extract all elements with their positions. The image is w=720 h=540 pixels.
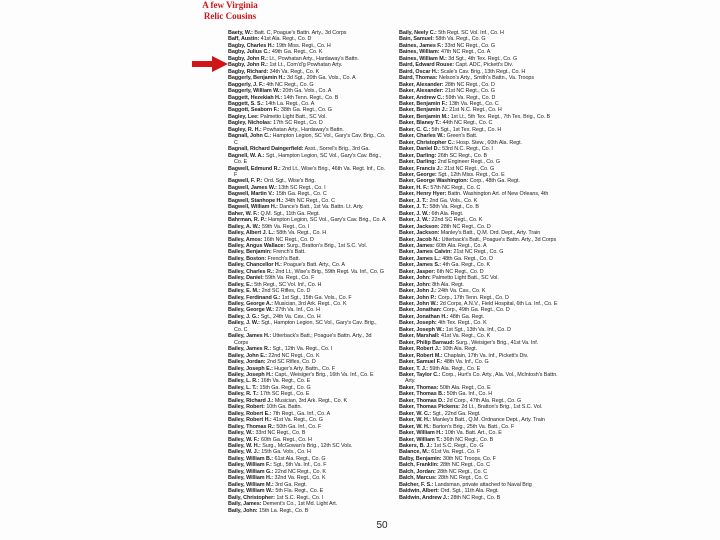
entry-name: Baker, C. C.: bbox=[399, 126, 431, 133]
roster-entry: Baker, J. W.: 6th Ala. Regt. bbox=[399, 210, 464, 217]
entry-name: Bagwell, Edmund R.: bbox=[228, 165, 281, 172]
handwritten-annotation bbox=[190, 0, 270, 22]
roster-entry: Baker, W. C.: Sgt., 22nd Ga. Regt. bbox=[399, 410, 481, 417]
entry-name: Baher, W. F.: bbox=[228, 210, 260, 217]
entry-name: Baker, Daniel D.: bbox=[399, 146, 441, 153]
roster-entry: Bailey, Thomas R.: 50th Ga. Inf., Co. F bbox=[228, 423, 322, 430]
entry-name: Bagley, Lee: bbox=[228, 113, 259, 120]
roster-entry: Bailey, Albert J. L.: 58th Va. Regt., Co. H bbox=[228, 230, 327, 237]
roster-entry: Baker, Francis J.: 21st NC Regt., Co. G bbox=[399, 165, 495, 172]
entry-name: Baker, Samuel F.: bbox=[399, 359, 443, 366]
roster-entry: Bagby, Richard: 34th Va. Regt., Co. K bbox=[228, 68, 320, 75]
roster-entry: Bailey, R. T.: 17th SC Regt., Co. E bbox=[228, 391, 310, 398]
roster-entry: Baker, Thomas B.: 50th Ga. Inf., Co. H bbox=[399, 391, 493, 398]
roster-entry: Baird, Oscar H.: Scale's Cav. Brig., 13th Regt., Co. H bbox=[399, 68, 526, 75]
roster-entry: Baker, W. H.: Barton's Brig., 25th Va. Batt., Co. F bbox=[399, 423, 515, 430]
roster-entry: Baker, Darling: 26th SC Regt., Co. B bbox=[399, 152, 488, 159]
roster-entry: Bagwell, F. P.: Ord. Sgt., Wise's Brig. bbox=[228, 178, 316, 185]
entry-name: Baker, Robert M.: bbox=[399, 352, 443, 359]
entry-name: Bailey, Richard J.: bbox=[228, 397, 274, 404]
entry-name: Baker, Jacob N.: bbox=[399, 236, 441, 243]
entry-name: Baker, William H.: bbox=[399, 430, 444, 437]
entry-name: Bagby, John R.: bbox=[228, 55, 268, 62]
entry-name: Bailey, William H.: bbox=[228, 475, 274, 482]
entry-name: Baily, Christopher: bbox=[228, 494, 275, 501]
entry-name: Baker, Darling: bbox=[399, 159, 437, 166]
entry-name: Baily, James: bbox=[228, 501, 262, 508]
entry-name: Baker, Andrew C.: bbox=[399, 94, 445, 101]
entry-name: Bailey, W. F.: bbox=[228, 436, 260, 443]
entry-name: Baff, Austin: bbox=[228, 36, 260, 43]
entry-name: Baker, Benjamin F.: bbox=[399, 100, 448, 107]
roster-entry: Baker, James: 60th Ala. Regt., Co. A bbox=[399, 242, 487, 249]
entry-name: Baker, Benjamin J.: bbox=[399, 107, 448, 114]
roster-entry: Bagwell, James W.: 13th SC Regt., Co. I bbox=[228, 184, 326, 191]
roster-entry: Baily, John: 15th La. Regt., Co. B bbox=[228, 507, 309, 514]
entry-name: Baker, W. H.: bbox=[399, 417, 432, 424]
entry-name: Bahrman, R. P.: bbox=[228, 217, 267, 224]
roster-entry: Baker, James S.: 4th Ga. Regt., Co. K bbox=[399, 262, 491, 269]
entry-name: Bailey, L. R.: bbox=[228, 378, 260, 385]
roster-entry: Baker, C. C.: 5th Sgt., 1st Tex. Regt., Co. H bbox=[399, 126, 502, 133]
entry-name: Baker, Alexander: bbox=[399, 81, 444, 88]
entry-name: Baker, Blaney T.: bbox=[399, 120, 441, 127]
entry-name: Baker, Joseph: bbox=[399, 320, 437, 327]
roster-entry: Bailey, George A.: Musician, 3rd Ark. Regt., Co. K bbox=[228, 301, 347, 308]
roster-entry: Bailey, Robert H.: 41st Va. Regt., Co. G bbox=[228, 417, 323, 424]
entry-name: Bailey, W. H.: bbox=[228, 443, 261, 449]
roster-entry: Bahrman, R. P.: Hampton Legion, SC Vol., Gary's Cav. Brig., Co. A bbox=[228, 217, 386, 224]
entry-name: Bailey, James R.: bbox=[228, 346, 272, 353]
entry-name: Bailey, William B.: bbox=[228, 455, 274, 462]
roster-entry: Baker, T. J.: 59th Ala. Regt., Co. E bbox=[399, 365, 481, 372]
roster-entry: Baker, George Washington: Corp., 48th Ga. Regt. bbox=[399, 178, 520, 185]
entry-name: Baldwin, Andrew J.: bbox=[399, 494, 450, 501]
roster-entry: Bailey, Charles R.: 2nd Lt., Wise's Brig., 59th Regt. Va. Inf., Co. G bbox=[228, 268, 384, 275]
entry-name: Balch, Marcus: bbox=[399, 475, 437, 482]
roster-entry: Baker, Samuel F.: 48th Va. Inf., Co. G bbox=[399, 359, 489, 366]
roster-entry: Bailey, William H.: 32nd Va. Regt., Co. K bbox=[228, 475, 326, 482]
entry-name: Balby, Benjamin: bbox=[399, 455, 442, 462]
roster-entry: Bailey, James R.: Sgt., 12th Va. Regt., Co. I bbox=[228, 346, 333, 353]
roster-entry: Bailey, Amos: 16th NC Regt., Co. D bbox=[228, 236, 314, 243]
roster-entry: Bagby, Charles H.: 19th Miss. Regt., Co. H bbox=[228, 42, 331, 49]
entry-name: Baird, Edward Rouse: bbox=[399, 62, 455, 69]
roster-entry: Bailey, W. F.: 60th Ga. Regt., Co. H bbox=[228, 436, 312, 443]
entry-name: Bailey, Joseph H.: bbox=[228, 372, 274, 379]
roster-entry: Bailey, Boston: French's Batt. bbox=[228, 255, 300, 262]
entry-name: Baker, J. T.: bbox=[399, 197, 429, 204]
entry-name: Baker, George Washington: bbox=[399, 178, 469, 185]
roster-entry: Bailey, Ferdinand G.: 1st Sgt., 15th Ga. Vols., Co. F bbox=[228, 294, 352, 301]
roster-entry: Baker, John: 8th Ala. Regt. bbox=[399, 281, 464, 288]
roster-entry: Bailey, Robert E.: 7th Regt., Ga. Inf., Co. A bbox=[228, 410, 331, 417]
roster-entry: Baggerly, William W.: 20th Ga. Vols., Co. A bbox=[228, 88, 332, 95]
entry-name: Bagwell, F. P.: bbox=[228, 178, 263, 185]
entry-name: Baker, John: bbox=[399, 281, 431, 288]
entry-name: Baldwin, Albert: bbox=[399, 488, 440, 495]
entry-name: Bailey, William G.: bbox=[228, 468, 274, 475]
roster-entry: Bagwell, Edmund R.: 2nd Lt., Wise's Brig., 46th Va. Regt. Inf., Co. F bbox=[228, 165, 385, 178]
roster-entry: Baker, Jonathan: Corp., 49th Ga. Regt., Co. D bbox=[399, 307, 510, 314]
entry-name: Bailey, Angus Wallace: bbox=[228, 242, 286, 249]
entry-name: Baggerly, William W.: bbox=[228, 88, 282, 95]
roster-entry: Baggerly, Benjamin H.: 3d Sgt., 20th Ga. Vols., Co. A bbox=[228, 75, 356, 82]
roster-entry: Bailey, W.: 33rd NC Regt., Co. B bbox=[228, 430, 306, 437]
roster-entry: Baker, Darling: 2nd Engineer Regt., Co. G bbox=[399, 159, 501, 166]
roster-entry: Bailey, William M.: 3rd Ga. Regt. bbox=[228, 481, 307, 488]
roster-entry: Baker, Benjamin J.: 21st N.C. Regt., Co. H bbox=[399, 107, 502, 114]
roster-entry: Baker, Jasper: 6th NC Regt., Co. D bbox=[399, 268, 484, 275]
entry-name: Baker, William T.: bbox=[399, 436, 443, 443]
roster-entry: Baety, W.: Batt. C, Poague's Battn. Arty., 3d Corps bbox=[228, 30, 347, 36]
roster-entry: Bailey, Daniel: 59th Va. Regt., Co. F bbox=[228, 275, 315, 282]
roster-entry: Bagley, Nicholas: 17th SC Regt., Co. D bbox=[228, 120, 323, 127]
roster-entry: Baggerly, J. F.: 4th NC Regt., Co. G bbox=[228, 81, 314, 88]
roster-entry: Bailey, William W.: 5th Fla. Regt., Co. E bbox=[228, 488, 324, 495]
entry-name: Baines, James F.: bbox=[399, 42, 444, 49]
roster-entry: Baker, William T.: 36th NC Regt., Co. B bbox=[399, 436, 494, 443]
entry-name: Baker, James Calvin: bbox=[399, 249, 452, 256]
entry-name: Bagnell, W. A.: bbox=[228, 152, 265, 159]
entry-name: Baker, James S.: bbox=[399, 262, 442, 269]
entry-name: Bailey, J. G.: bbox=[228, 313, 260, 320]
entry-name: Bagby, Charles H.: bbox=[228, 42, 275, 49]
roster-entry: Baker, Jonathan H.: 48th Ga. Regt. bbox=[399, 313, 485, 320]
roster-entry: Bailey, William B.: 61st Ala. Regt., Co. G bbox=[228, 455, 326, 462]
entry-name: Bailey, George W.: bbox=[228, 307, 275, 314]
roster-entry: Baker, Alexander: 21st NC Regt., Co. G bbox=[399, 88, 495, 95]
roster-entry: Baggett, S. S.: 14th La. Regt., Co. A bbox=[228, 100, 315, 107]
roster-entry: Bagnall, John C.: Hampton Legion, SC Vol., Gary's Cav. Brig., Co. C bbox=[228, 133, 386, 146]
entry-name: Baggott, Seaborn F.: bbox=[228, 107, 280, 114]
roster-entry: Bailey, E. M.: 2nd SC Rifles, Co. D bbox=[228, 288, 311, 295]
entry-name: Baker, Taylor C.: bbox=[399, 372, 441, 379]
entry-name: Bagley, Nicholas: bbox=[228, 120, 272, 127]
roster-entry: Baker, Jacob N.: Utterback's Batt., Poague's Battn. Arty., 3d Corps bbox=[399, 236, 557, 243]
entry-name: Baker, Thomas D.: bbox=[399, 397, 446, 404]
entry-name: Bakers, B. J.: bbox=[399, 443, 433, 449]
entry-name: Bagby, John R.: bbox=[228, 62, 268, 69]
roster-entry: Baker, Taylor C.: Corp., Hurt's Co. Arty., Ala. Vol., McIntosh's Battn. Arty. bbox=[399, 372, 558, 385]
entry-name: Baker, Benjamin M.: bbox=[399, 113, 450, 120]
entry-name: Bain, Samuel: bbox=[399, 36, 434, 43]
roster-entry: Bailey, James H.: Utterback's Batt.; Poague's Battn. Arty., 3d Corps bbox=[228, 333, 372, 346]
roster-entry: Bailey, Joseph H.: Capt., Weisiger's Brig., 16th Va. Inf., Co. E bbox=[228, 372, 374, 379]
roster-entry: Bagby, Julius C.: 49th Ga. Regt., Co. K bbox=[228, 49, 323, 56]
roster-entry: Baker, Alexander: 28th NC Regt., Co. D bbox=[399, 81, 495, 88]
roster-entry: Baker, John W.: 2d Corps, A.N.V., Field Hospital, 6th La. Inf., Co. E bbox=[399, 301, 558, 308]
entry-name: Bailey, L. T.: bbox=[228, 384, 259, 391]
entry-name: Baker, James L.: bbox=[399, 255, 441, 262]
roster-entry: Bailey, J. G.: Sgt., 24th Va. Cav., Co. H bbox=[228, 313, 321, 320]
entry-name: Bailey, Robert H.: bbox=[228, 417, 272, 424]
entry-name: Baker, Henry Hyer: bbox=[399, 191, 447, 198]
roster-entry: Baker, Jackson: 28th NC Regt., Co. D bbox=[399, 223, 491, 230]
entry-name: Baker, T. J.: bbox=[399, 365, 429, 372]
entry-name: Bailey, Robert E.: bbox=[228, 410, 272, 417]
roster-entry: Baily, James: Dement's Co., 1st Md. Light Art. bbox=[228, 501, 338, 508]
roster-entry: Baker, Blaney T.: 44th NC Regt., Co. C bbox=[399, 120, 493, 127]
entry-name: Baker, Jasper: bbox=[399, 268, 436, 275]
roster-entry: Baird, Edward Rouse: Capt. ADC, Pickett's Div. bbox=[399, 62, 513, 69]
entry-name: Baker, James: bbox=[399, 242, 435, 249]
entry-name: Bagley, R. H.: bbox=[228, 126, 262, 133]
entry-name: Baety, W.: bbox=[228, 30, 253, 36]
entry-name: Baker, J. W.: bbox=[399, 217, 431, 224]
roster-entry: Bagley, R. H.: Powhatan Arty., Hardaway's Battn. bbox=[228, 126, 344, 133]
roster-entry: Bailey, Robert: 10th Ga. Battn. bbox=[228, 404, 302, 411]
entry-name: Bailey, R. T.: bbox=[228, 391, 259, 398]
roster-entry: Baker, Joseph W.: 1st Sgt., 13th Va. Inf., Co. D bbox=[399, 326, 511, 333]
roster-entry: Baird, Thomas: Nelson's Arty., Smith's Battn., Va. Troops bbox=[399, 75, 535, 82]
entry-name: Baker, H. F.: bbox=[399, 184, 429, 191]
entry-name: Baker, Christopher C.: bbox=[399, 139, 455, 146]
roster-entry: Baker, J. T.: 58th Va. Regt., Co. B bbox=[399, 204, 479, 211]
entry-name: Baker, Thomas: bbox=[399, 384, 439, 391]
entry-name: Bailey, W.: bbox=[228, 430, 255, 437]
roster-entry: Bailey, Joseph E.: Huger's Arty. Battn., Co. F bbox=[228, 365, 335, 372]
roster-entry: Balcher, F. S.: Landsman, private attached to Naval Brig bbox=[399, 481, 532, 488]
roster-entry: Bailey, W. H.: Surg., McGowan's Brig., 12th SC Vols. bbox=[228, 443, 353, 449]
entry-name: Balance, M.: bbox=[399, 449, 430, 456]
roster-entry: Baher, W. F.: Q.M. Sgt., 11th Ga. Regt. bbox=[228, 210, 320, 217]
entry-name: Baker, Alexander: bbox=[399, 88, 444, 95]
entry-name: Bagnall, John C.: bbox=[228, 133, 272, 140]
roster-entry: Baldwin, Andrew J.: 28th NC Regt., Co. B bbox=[399, 494, 501, 501]
annotation-line-1: A few Virginia bbox=[202, 0, 258, 10]
entry-name: Baily, John: bbox=[228, 507, 258, 514]
roster-entry: Baker, Robert M.: Chaplain, 17th Va. Inf., Pickett's Div. bbox=[399, 352, 529, 359]
roster-entry: Baker, John P.: Corp., 17th Tenn. Regt., Co. D bbox=[399, 294, 509, 301]
roster-entry: Bailey, William G.: 22nd NC Regt., Co. K bbox=[228, 468, 326, 475]
left-column bbox=[228, 30, 386, 514]
roster-entry: Baker, Thomas D.: 2d Corp., 47th Ala. Regt., Co. G bbox=[399, 397, 522, 404]
roster-entry: Bailey, Benjamin: French's Batt. bbox=[228, 249, 306, 256]
roster-entry: Bakers, B. J.: 1st S.C. Regt., Co. G bbox=[399, 443, 484, 449]
roster-entry: Baker, Thomas: 50th Ala. Regt., Co. E bbox=[399, 384, 491, 391]
entry-name: Baily, Neely C.: bbox=[399, 30, 437, 36]
roster-entry: Baker, Robert J.: 10th Ala. Regt. bbox=[399, 346, 478, 353]
roster-entry: Balch, Jordan: 28th NC Regt., Co. C bbox=[399, 468, 488, 475]
entry-name: Bailey, Joseph E.: bbox=[228, 365, 273, 372]
entry-name: Baker, Thomas Pickens: bbox=[399, 404, 460, 411]
entry-name: Bailey, John E.: bbox=[228, 352, 267, 359]
entry-name: Baker, W. H.: bbox=[399, 423, 432, 430]
roster-entry: Baker, Henry Hyer: Battn. Washington Art. of New Orleans, 4th bbox=[399, 191, 549, 198]
roster-entry: Baker, H. F.: 57th NC Regt., Co. C bbox=[399, 184, 481, 191]
entry-name: Baker, Charles W.: bbox=[399, 133, 446, 140]
roster-entry: Bailey, W. J.: 15th Ga. Vols., Co. H bbox=[228, 449, 311, 456]
entry-name: Baker, W. C.: bbox=[399, 410, 432, 417]
entry-name: Baird, Thomas: bbox=[399, 75, 438, 82]
roster-entry: Baff, Austin: 41st Ala. Regt., Co. D bbox=[228, 36, 312, 43]
entry-name: Baker, Francis J.: bbox=[399, 165, 443, 172]
annotation-line-2: Relic Cousins bbox=[203, 11, 257, 21]
roster-entry: Baines, James F.: 33rd NC Regt., Co. G bbox=[399, 42, 496, 49]
roster-entry: Baker, George: Sgt., 12th Miss. Regt., Co. E bbox=[399, 171, 505, 178]
entry-name: Bailey, George A.: bbox=[228, 301, 273, 308]
entry-name: Bailey, James H.: bbox=[228, 333, 272, 340]
roster-entry: Baker, John J.: 24th Va. Cav., Co. K bbox=[399, 288, 486, 295]
roster-entry: Bailey, William F.: Sgt., 5th Va. Inf., Co. F bbox=[228, 462, 327, 469]
entry-name: Bagwell, Stanhope H.: bbox=[228, 197, 284, 204]
roster-entry: Bailey, E.: 5th Regt., SC Vol. Inf., Co. H bbox=[228, 281, 322, 288]
roster-entry: Bagwell, William H.: Dance's Batt., 1st Va. Battn. Lt. Arty. bbox=[228, 204, 364, 211]
roster-entry: Bailey, Richard J.: Musician, 3rd Ark. Regt., Co. K bbox=[228, 397, 347, 404]
entry-name: Balch, Jordan: bbox=[399, 468, 436, 475]
entry-name: Baker, Thomas B.: bbox=[399, 391, 446, 398]
roster-entry: Balance, M.: 61st Va. Regt., Co. F bbox=[399, 449, 481, 456]
entry-name: Baker, Jonathan: bbox=[399, 307, 442, 314]
entry-name: Bagby, Richard: bbox=[228, 68, 269, 75]
entry-name: Baker, John W.: bbox=[399, 301, 439, 308]
entry-name: Baker, Darling: bbox=[399, 152, 437, 159]
roster-entry: Baker, William H.: 10th Va. Batt. Art., Co. E bbox=[399, 430, 502, 437]
entry-name: Bailey, Boston: bbox=[228, 255, 267, 262]
roster-entry: Baker, Joseph: 4th Tex. Regt., Co. K bbox=[399, 320, 487, 327]
entry-name: Bailey, William W.: bbox=[228, 488, 274, 495]
entry-name: Baker, J. T.: bbox=[399, 204, 429, 211]
entry-name: Bailey, Daniel: bbox=[228, 275, 264, 282]
roster-entry: Bagby, John R.: Lt., Powhatan Arty., Hardaway's Battn. bbox=[228, 55, 359, 62]
roster-entry: Baker, W. H.: Manley's Batt., Q.M. Ordnance Dept., Arty. Train bbox=[399, 417, 545, 424]
entry-name: Baggett, S. S.: bbox=[228, 100, 264, 107]
roster-entry: Bagwell, Martin V.: 15th Ga. Regt., Co. C bbox=[228, 191, 327, 198]
roster-entry: Bailey, George W.: 27th Va. Inf., Co. H bbox=[228, 307, 320, 314]
roster-entry: Balby, Benjamin: 30th NC Troops, Co. F bbox=[399, 455, 496, 462]
roster-entry: Baker, John: Palmetto Light Batt., SC Vol. bbox=[399, 275, 499, 282]
entry-name: Bagwell, Martin V.: bbox=[228, 191, 275, 198]
roster-entry: Baker, Christopher C.: Hosp. Stew., 60th Ala. Regt. bbox=[399, 139, 522, 146]
roster-entry: Bailey, L. R.: 16th Va. Regt., Co. E bbox=[228, 378, 311, 385]
roster-entry: Baily, Neely C.: 5th Regt. SC Vol. Inf., Co. H bbox=[399, 30, 504, 36]
entry-name: Baggett, Hezekiah H.: bbox=[228, 94, 283, 101]
entry-name: Baker, Marshall: bbox=[399, 333, 440, 340]
entry-name: Baker, Jackson: bbox=[399, 230, 440, 237]
entry-name: Baker, Robert J.: bbox=[399, 346, 441, 353]
entry-name: Baird, Oscar H.: bbox=[399, 68, 439, 75]
right-column bbox=[399, 30, 569, 501]
entry-name: Bagby, Julius C.: bbox=[228, 49, 271, 56]
entry-name: Bailey, William M.: bbox=[228, 481, 274, 488]
roster-entry: Bagnall, Richard Daingerfield: Asst., Sorrel's Brig., 3rd Ga. bbox=[228, 146, 370, 153]
roster-entry: Baker, James Calvin: 21st NC Regt., Co. G bbox=[399, 249, 504, 256]
entry-name: Baker, John P.: bbox=[399, 294, 437, 301]
roster-entry: Bagley, Lee: Palmetto Light Batt., SC Vol. bbox=[228, 113, 327, 120]
entry-name: Baggerly, Benjamin H.: bbox=[228, 75, 286, 82]
roster-entry: Baker, Philip Barraud: Surg., Weisiger's Brig., 41st Va. Inf. bbox=[399, 339, 539, 346]
entry-name: Bailey, J. W.: bbox=[228, 320, 260, 327]
roster-entry: Bain, Samuel: 58th Va. Regt., Co. G bbox=[399, 36, 486, 43]
roster-entry: Baker, J. T.: 2nd Ga. Vols., Co. K bbox=[399, 197, 478, 204]
roster-entry: Bailey, Angus Wallace: Surg., Bratton's Brig., 1st S.C. Vol. bbox=[228, 242, 367, 249]
roster-entry: Baker, Benjamin M.: 1st Lt., 5th Tex. Regt., 7th Tex. Brig., Co. B bbox=[399, 113, 551, 120]
roster-entry: Baker, Thomas Pickens: 2d Lt., Bratton's Brig., 1st S.C. Vol. bbox=[399, 404, 543, 411]
entry-name: Bagwell, James W.: bbox=[228, 184, 277, 191]
roster-entry: Balch, Marcus: 28th NC Regt., Co. C bbox=[399, 475, 489, 482]
entry-name: Bailey, E.: bbox=[228, 281, 253, 288]
entry-name: Baker, George: bbox=[399, 171, 437, 178]
entry-name: Baker, Jackson: bbox=[399, 223, 440, 230]
entry-name: Baines, William: bbox=[399, 49, 440, 56]
entry-name: Bailey, Jordan: bbox=[228, 359, 266, 366]
roster-entry: Bailey, John E.: 22nd NC Regt., Co. K bbox=[228, 352, 320, 359]
roster-entry: Baker, J. W.: 22nd SC Regt., Co. K bbox=[399, 217, 483, 224]
roster-entry: Baker, Daniel D.: 53rd N.C. Regt., Co. I bbox=[399, 146, 493, 153]
entry-name: Bailey, Albert J. L.: bbox=[228, 230, 275, 237]
roster-entry: Bailey, L. T.: 15th Ga. Regt., Co. G bbox=[228, 384, 311, 391]
entry-name: Bailey, Amos: bbox=[228, 236, 263, 243]
entry-name: Bailey, William F.: bbox=[228, 462, 272, 469]
roster-entry: Bagwell, Stanhope H.: 34th NC Regt., Co. C bbox=[228, 197, 335, 204]
entry-name: Bailey, W. J.: bbox=[228, 449, 260, 456]
entry-name: Baker, John: bbox=[399, 275, 431, 282]
roster-entry: Baggott, Seaborn F.: 38th Ga. Regt., Co. G bbox=[228, 107, 332, 114]
page-number: 50 bbox=[376, 520, 388, 531]
roster-entry: Baily, Christopher: 1st S.C. Regt., Co. I bbox=[228, 494, 324, 501]
entry-name: Bailey, Thomas R.: bbox=[228, 423, 275, 430]
roster-entry: Bailey, A. W.: 59th Va. Regt., Co. I bbox=[228, 223, 310, 230]
roster-entry: Baggett, Hezekiah H.: 14th Tenn. Regt., Co. B bbox=[228, 94, 339, 101]
entry-name: Bagwell, William H.: bbox=[228, 204, 278, 211]
roster-entry: Baker, Charles W.: Green's Batt. bbox=[399, 133, 478, 140]
roster-entry: Baker, James L.: 48th Ga. Regt., Co. D bbox=[399, 255, 493, 262]
roster-entry: Bagby, John R.: 1st Lt., Com'd'g Powhatan Arty. bbox=[228, 62, 343, 69]
entry-name: Baker, J. W.: bbox=[399, 210, 431, 217]
roster-entry: Bailey, J. W.: Sgt., Hampton Legion, SC Vol., Gary's Cav. Brig., Co. C bbox=[228, 320, 377, 333]
entry-name: Bailey, Ferdinand G.: bbox=[228, 294, 281, 301]
entry-name: Bailey, E. M.: bbox=[228, 288, 261, 295]
roster-entry: Baldwin, Albert: Ord. Sgt., 11th Ala. Regt. bbox=[399, 488, 499, 495]
roster-entry: Bagnell, W. A.: Sgt., Hampton Legion, SC Vol., Gary's Cav. Brig., Co. E bbox=[228, 152, 382, 166]
roster-entry: Baker, Benjamin F.: 13th Va. Regt., Co. C bbox=[399, 100, 499, 107]
roster-entry: Baines, William: 47th NC Regt., Co. A bbox=[399, 49, 491, 56]
entry-name: Bailey, Charles R.: bbox=[228, 268, 274, 275]
entry-name: Bailey, A. W.: bbox=[228, 223, 261, 230]
entry-name: Bailey, Benjamin: bbox=[228, 249, 272, 256]
roster-entry: Bailey, Chancellor H.: Poague's Batt. Arty., Co. A bbox=[228, 262, 345, 269]
red-arrow-icon bbox=[192, 56, 228, 72]
roster-entry: Bailey, Jordan: 2nd SC Rifles, Co. D bbox=[228, 359, 316, 366]
roster-entry: Balch, Franklin: 28th NC Regt., Co. C bbox=[399, 462, 491, 469]
entry-name: Bailey, Chancellor H.: bbox=[228, 262, 282, 269]
entry-name: Baker, Philip Barraud: bbox=[399, 339, 455, 346]
roster-entry: Baker, Andrew C.: 59th Va. Regt., Co. D bbox=[399, 94, 496, 101]
entry-name: Baker, Joseph W.: bbox=[399, 326, 445, 333]
entry-name: Baker, John J.: bbox=[399, 288, 437, 295]
entry-name: Baker, Jonathan H.: bbox=[399, 313, 449, 320]
entry-name: Bailey, Robert: bbox=[228, 404, 265, 411]
roster-entry: Baker, Jackson: Manley's Batt., Q.M. Ord. Dept., Arty. Train bbox=[399, 230, 541, 237]
entry-name: Balch, Franklin: bbox=[399, 462, 439, 469]
entry-name: Bagnall, Richard Daingerfield: bbox=[228, 146, 304, 153]
roster-entry: Baker, Marshall: 41st Va. Regt., Co. K bbox=[399, 333, 491, 340]
roster-entry: Baines, William M.: 3d Sgt., 4th Tex. Regt., Co. G bbox=[399, 55, 518, 62]
entry-name: Baggerly, J. F.: bbox=[228, 81, 265, 88]
entry-name: Baines, William M.: bbox=[399, 55, 447, 62]
entry-name: Balcher, F. S.: bbox=[399, 481, 434, 488]
